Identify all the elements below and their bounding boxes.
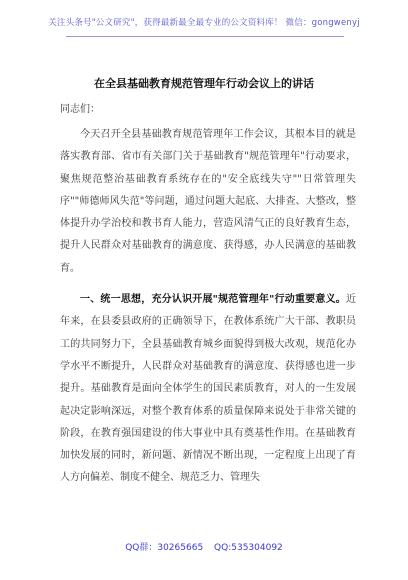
intro-paragraph: 今天召开全县基础教育规范管理年工作会议，其根本目的就是落实教育部、省市有关部门关于基础教育"规范管理年"行动要求，聚焦规范整治基础教育系统存在的"安全底线失守""日常管理失序""师德师风失范"等问题，通过问题大起底、大排查、大整改，整体提升办学治校和教书育人能力，营造风清气正的良好教育生态，提升人民群众对基础教育的满意度、获得感，办人民满意的基础教育。: [60, 129, 356, 274]
section-1-body: 近年来，在县委县政府的正确领导下，在教体系统广大干部、教职员工的共同努力下，全县基础教育城乡面貌得到极大改观，规范化办学水平不断提升，人民群众对基础教育的满意度、获得感也进一步提升。基础教育是面向全体学生的国民素质教育，对人的一生发展起决定影响深远，对整个教育体系的质量保障来说处于非常关键的阶段，在教育强国建设的伟大事业中具有奠基性作用。在基础教育加快发展的同时，新问题、新情况不断出现，一定程度上出现了育人方向偏差、制度不健全、规范乏力、管理失: [60, 294, 356, 484]
section-1-heading: 一、统一思想，充分认识开展"规范管理年"行动重要意义。: [80, 294, 346, 306]
header-divider: [66, 36, 344, 37]
footer-qq-group: QQ群：30265665: [125, 543, 204, 553]
document-body: [60, 124, 356, 499]
footer-contact: [0, 540, 408, 553]
document-title: 在全县基础教育规范管理年行动会议上的讲话: [94, 77, 314, 90]
section-1-paragraph: [60, 289, 356, 490]
footer-qq: QQ:535304092: [214, 543, 283, 553]
salutation: 同志们：: [60, 104, 100, 115]
header-promo-note: 关注头条号"公文研究"，获得最新最全最专业的公文资料库！ 微信：gongwenyj: [48, 18, 360, 28]
